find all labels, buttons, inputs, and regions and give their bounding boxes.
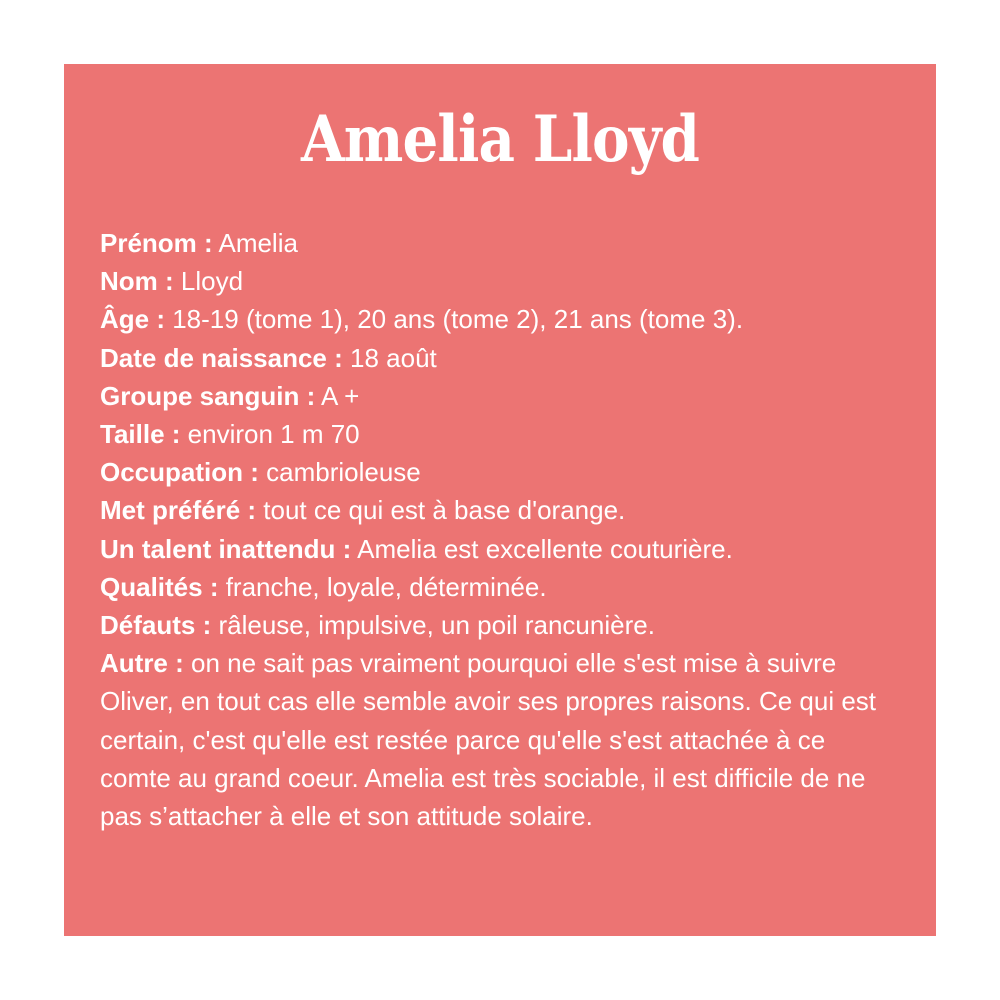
character-info-list bbox=[100, 224, 900, 835]
info-item-autre bbox=[100, 644, 900, 835]
info-label: Groupe sanguin : bbox=[100, 380, 316, 411]
info-item-talent-inattendu bbox=[100, 530, 900, 568]
info-item-qualites bbox=[100, 568, 900, 606]
info-label: Occupation : bbox=[100, 457, 259, 488]
info-label: Défauts : bbox=[100, 610, 212, 641]
info-label: Date de naissance : bbox=[100, 342, 343, 373]
info-value: on ne sait pas vraiment pourquoi elle s'est mise à suivre Oliver, en tout cas elle semble avoir ses propres raisons. Ce qui est certain, c'est qu'elle est restée parce qu'elle s'est attachée à ce comte au grand coeur. Amelia est très sociable, il est difficile de ne pas s’attacher à elle et son attitude solaire. bbox=[100, 648, 877, 832]
info-label: Qualités : bbox=[100, 571, 219, 602]
info-item-occupation bbox=[100, 453, 900, 491]
info-item-taille bbox=[100, 415, 900, 453]
info-value: franche, loyale, déterminée. bbox=[218, 571, 547, 602]
info-item-met-prefere bbox=[100, 491, 900, 529]
info-item-groupe-sanguin bbox=[100, 377, 900, 415]
info-label: Met préféré : bbox=[100, 495, 257, 526]
info-label: Taille : bbox=[100, 419, 181, 450]
info-value: 18-19 (tome 1), 20 ans (tome 2), 21 ans (tome 3). bbox=[165, 304, 744, 335]
info-label: Prénom : bbox=[100, 228, 213, 258]
info-value: Amelia bbox=[212, 228, 298, 258]
info-item-prenom bbox=[100, 224, 900, 262]
info-value: tout ce qui est à base d'orange. bbox=[256, 495, 626, 526]
info-value: environ 1 m 70 bbox=[180, 419, 360, 450]
info-item-nom bbox=[100, 262, 900, 300]
info-value: 18 août bbox=[342, 342, 437, 373]
info-label: Autre : bbox=[100, 648, 184, 679]
info-label: Âge : bbox=[100, 304, 165, 335]
info-value: Lloyd bbox=[173, 266, 244, 297]
info-value: cambrioleuse bbox=[258, 457, 421, 488]
info-item-date-de-naissance bbox=[100, 339, 900, 377]
info-value: A + bbox=[315, 380, 360, 411]
info-item-age bbox=[100, 300, 900, 338]
info-value: râleuse, impulsive, un poil rancunière. bbox=[211, 610, 655, 641]
info-label: Un talent inattendu : bbox=[100, 533, 352, 564]
character-name-title: Amelia Lloyd bbox=[300, 102, 700, 177]
info-label: Nom : bbox=[100, 266, 174, 297]
info-value: Amelia est excellente couturière. bbox=[351, 533, 733, 564]
info-item-defauts bbox=[100, 606, 900, 644]
